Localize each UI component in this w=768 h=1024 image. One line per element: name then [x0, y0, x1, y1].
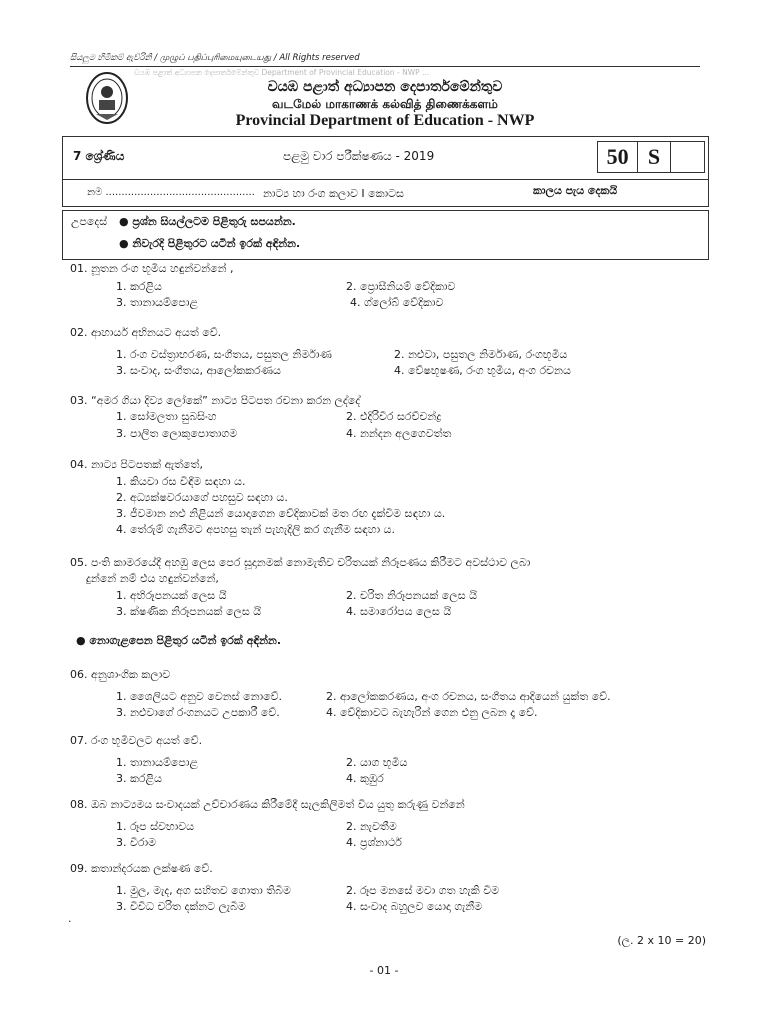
answer-option[interactable]: 1. ශෛලියට අනුව වෙනස් නොවේ. [116, 690, 283, 703]
answer-option[interactable]: 4. කුඹුර [346, 772, 384, 785]
page-number: - 01 - [369, 964, 399, 977]
answer-option[interactable]: 3. විවිධ චරිත දක්නට ලැබීම [116, 900, 246, 913]
dept-name-english: Provincial Department of Education - NWP [235, 112, 535, 129]
dept-name-tamil: வடமேல் மாகாணக் கல்வித் திணைக்களம் [272, 97, 498, 111]
answer-option[interactable]: 2. ආලෝකකරණය, අංග රචනය, සංගීතය ආදියෙන් යුක්ත වේ. [326, 690, 611, 703]
question-text: 05. පංති කාමරයේදී අහඹු ලෙස පෙර සූදානමක් නොමැතිව චරිතයක් නිරූපණය කිරීමට අවස්ථාව ලබා [70, 556, 531, 569]
question-text-continued: දුන්නේ නම් එය හඳුන්වන්නේ, [86, 572, 219, 585]
answer-option[interactable]: 2. ප්‍රොසීනියම් වේදිකාව [346, 280, 456, 293]
answer-option[interactable]: 4. තේරුම් ගැනීමට අපහසු තැන් පැහැදිලි කර ගැනීම සඳහා ය. [116, 523, 395, 536]
question-text: 06. අනුශාංගික කලාව [70, 668, 171, 681]
section-instruction: ● නොගැළපෙන පිළිතුර යටින් ඉරක් අඳින්න. [76, 634, 282, 647]
answer-option[interactable]: 1. මුල, මැද, අග සහිතව ගොතා තිබීම [116, 884, 291, 897]
answer-option[interactable]: 1. කරළිය [116, 280, 162, 293]
answer-option[interactable]: 3. කරළිය [116, 772, 162, 785]
question-text: 01. නූතන රංග භූමිය හඳුන්වන්නේ , [70, 262, 234, 275]
dept-name-sinhala: වයඹ පළාත් අධ්‍යාපන දෙපාර්තමේන්තුව [267, 79, 503, 95]
name-field[interactable]: නම ............................................... [87, 187, 255, 198]
answer-option[interactable]: 3. සංවාද, සංගීතය, ආලෝකකරණය [116, 364, 281, 377]
info-divider [63, 179, 708, 180]
answer-option[interactable]: 4. සංවාද බහුලව යොදා ගැනීම [346, 900, 483, 913]
answer-option[interactable]: 3. පාලිත ලොකුපොතාගම [116, 427, 238, 440]
answer-option[interactable]: 3. නළුවාගේ රංගනයට උපකාරී වේ. [116, 706, 280, 719]
answer-option[interactable]: 1. තානායම්පොළ [116, 756, 198, 769]
answer-option[interactable]: 1. කියවා රස විඳීම සඳහා ය. [116, 475, 246, 488]
answer-option[interactable]: 2. එදිරිවීර සරච්චන්ද්‍ර [346, 410, 442, 423]
answer-option[interactable]: 3. තානායම්පොළ [116, 296, 198, 309]
department-header [70, 66, 700, 136]
term-title: පළමු වාර පරීක්ෂණය - 2019 [283, 149, 435, 163]
question-text: 04. නාට්‍ය පිටපතක් ඇත්තේ, [70, 458, 203, 471]
answer-option[interactable]: 1. සෝමලතා සුබසිංහ [116, 410, 217, 423]
answer-option[interactable]: 2. අධ්‍යක්ෂවරයාගේ පහසුව සඳහා ය. [116, 491, 288, 504]
answer-option[interactable]: 3. ජීවමාන නළු නිළියන් යොදාගෙන වේදිකාවක් මත රඟ දැක්වීම සඳහා ය. [116, 507, 446, 520]
answer-option[interactable]: 3. විරාම [116, 836, 157, 849]
question-text: 07. රංග භූමිවලට අයත් වේ. [70, 734, 203, 747]
answer-option[interactable]: 2. නැවතීම [346, 820, 397, 833]
subject-title: නාට්‍ය හා රංග කලාව I කොටස [263, 187, 404, 200]
watermark-text: වයඹ පළාත් අධ්‍යාපන දෙපාර්තමේන්තුව Department of Provincial Education - NWP ... [134, 68, 430, 77]
stray-dot: . [68, 912, 72, 925]
answer-option[interactable]: 2. රූප මනසේ මවා ගත හැකි වීම [346, 884, 500, 897]
answer-option[interactable]: 4. ප්‍රශ්නාර්ථ [346, 836, 402, 849]
instructions-label: උපදෙස් [71, 215, 108, 228]
answer-option[interactable]: 1. අභිරූපනයක් ලෙස යි [116, 589, 227, 602]
answer-option[interactable]: 1. රංග වස්ත්‍රාභරණ, සංගීතය, පසුතල නිර්මාණ [116, 348, 332, 361]
paper-code-subject: S [638, 142, 670, 172]
answer-option[interactable]: 2. චරිත නිරූපනයක් ලෙස යි [346, 589, 478, 602]
answer-option[interactable]: 2. යාග භූමිය [346, 756, 408, 769]
question-text: 08. ඔබ නාට්‍යමය සංවාදයක් උච්චාරණය කිරීමේදී සැලකිලිමත් විය යුතු කරුණු වන්නේ [70, 798, 465, 811]
answer-option[interactable]: 4. ග්ලෝබ් වේදිකාව [350, 296, 444, 309]
question-text: 03. “අමර ගියා දිව්‍ය ලෝකේ” නාට්‍ය පිටපත රචනා කරන ලද්දේ [70, 394, 361, 407]
answer-option[interactable]: 4. නන්දන අලගෙවත්ත [346, 427, 452, 440]
question-text: 02. ආහාර්ය අභිනයට අයත් වේ. [70, 326, 222, 339]
marks-allocation: (ල. 2 x 10 = 20) [617, 934, 706, 947]
paper-code-blank [671, 142, 704, 172]
answer-option[interactable]: 4. සමාරෝපය ලෙස යි [346, 605, 452, 618]
grade-label: 7 ශ්‍රේණිය [73, 149, 125, 163]
exam-info-box [62, 136, 709, 207]
instruction-item: ● නිවැරදි පිළිතුරට යටින් ඉරක් අඳින්න. [119, 237, 301, 250]
rights-notice: සියලුම හිමිකම් ඇව්රිනි / முழுப் பதிப்புரிமையுடையது / All Rights reserved [70, 50, 700, 67]
instructions-box [62, 210, 709, 260]
answer-option[interactable]: 2. නළුවා, පසුතල නිර්මාණ, රංගභූමිය [394, 348, 568, 361]
answer-option[interactable]: 3. ක්ෂණික නිරූපනයක් ලෙස යි [116, 605, 262, 618]
question-text: 09. කතාන්දරයක ලක්ෂණ වේ. [70, 862, 213, 875]
paper-code-box [597, 141, 705, 173]
paper-code-number: 50 [598, 142, 638, 172]
instruction-item: ● ප්‍රශ්න සියල්ලටම පිළිතුරු සපයන්න. [119, 215, 296, 228]
answer-option[interactable]: 1. රූප ස්වභාවය [116, 820, 195, 833]
answer-option[interactable]: 4. වේෂභූෂණ, රංග භූමිය, අංග රචනය [394, 364, 571, 377]
time-allowed: කාලය පැය දෙකයි [533, 184, 618, 197]
answer-option[interactable]: 4. වේදිකාවට බැහැරින් ගෙන එනු ලබන දෑ වේ. [326, 706, 538, 719]
